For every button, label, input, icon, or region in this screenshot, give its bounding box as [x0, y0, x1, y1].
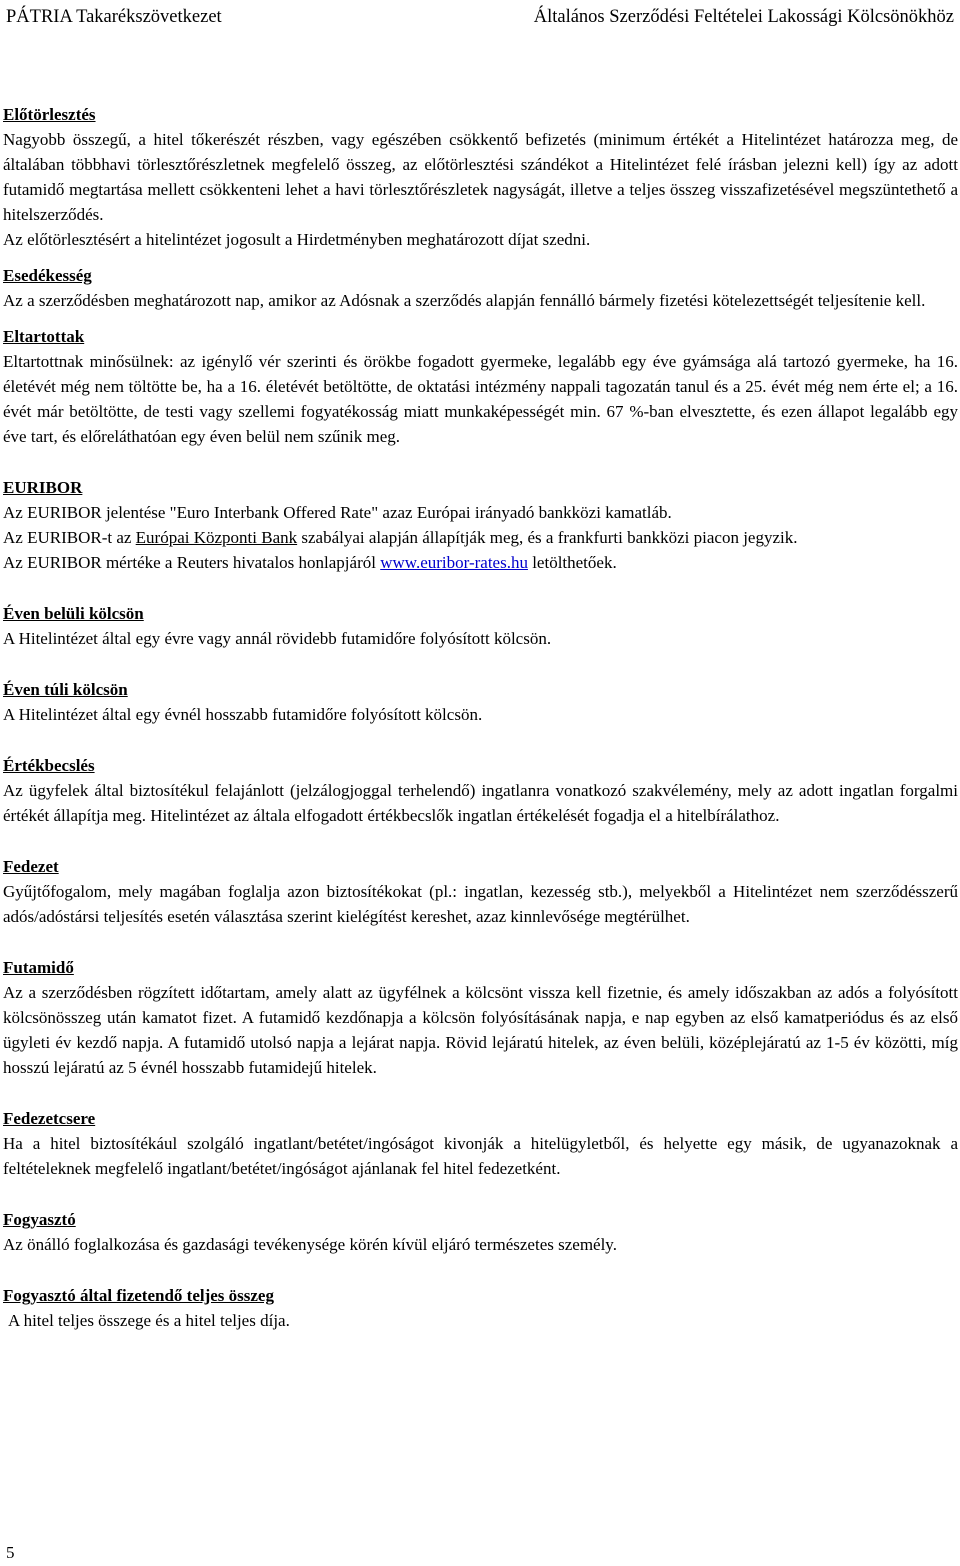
section-title: Eltartottak	[3, 327, 85, 346]
section-text: Az önálló foglalkozása és gazdasági tevékenysége körén kívül eljáró természetes személy.	[3, 1235, 617, 1254]
section-title: Éven belüli kölcsön	[3, 604, 144, 623]
section-text: A hitel teljes összege és a hitel teljes díja.	[8, 1311, 290, 1330]
document-body	[3, 102, 958, 1333]
euribor-rates-link[interactable]: www.euribor-rates.hu	[380, 553, 528, 572]
section-fogyaszto	[3, 1207, 958, 1257]
section-text-reuters	[3, 550, 958, 575]
section-text: A Hitelintézet által egy évnél hosszabb futamidőre folyósított kölcsön.	[3, 705, 483, 724]
section-text: Az a szerződésben rögzített időtartam, amely alatt az ügyfélnek a kölcsönt vissza kell fizetnie, és amely időszakban az adós a folyósított kölcsönösszeg után kamatot fizet. A futamidő kezdőnapja a kölcsön folyósításának napja, e nap egyben az első kamatperiódus és az első ügyleti év kezdő napja. A futamidő utolsó napja a lejárat napja. Rövid lejáratú hitelek, az éven belüli, középlejáratú az 1-5 év közötti, míg hosszú lejáratú az 5 évnél hosszabb futamidejű hitelek.	[3, 983, 958, 1077]
section-even-tuli	[3, 677, 958, 727]
text-fragment: szabályai alapján állapítják meg, és a frankfurti bankközi piacon jegyzik.	[297, 528, 798, 547]
section-even-beluli	[3, 601, 958, 651]
header-institution: PÁTRIA Takarékszövetkezet	[6, 7, 222, 27]
section-text: Eltartottnak minősülnek: az igénylő vér szerinti és örökbe fogadott gyermeke, legalább egy éve gyámsága alá tartozó gyermeke, ha 16. életévét még nem töltötte be, ha a 16. életévét betöltötte, de oktatási intézmény nappali tagozatán tanul és a 25. évét még nem érte el; a 16. évét már betöltötte, de testi vagy szellemi fogyatékosság miatt munkaképességét min. 67 %-ban elvesztette, és ezen állapot legalább egy éve tart, és előreláthatóan egy éven belül nem szűnik meg.	[3, 352, 958, 446]
section-text: Az a szerződésben meghatározott nap, amikor az Adósnak a szerződés alapján fennálló bármely fizetési kötelezettségét teljesítenie kell.	[3, 291, 926, 310]
section-fedezet	[3, 854, 958, 929]
ecb-link[interactable]: Európai Központi Bank	[135, 528, 298, 547]
section-elotorlesztes	[3, 102, 958, 252]
section-text: A Hitelintézet által egy évre vagy annál rövidebb futamidőre folyósított kölcsön.	[3, 629, 552, 648]
text-fragment: letölthetőek.	[527, 553, 617, 572]
section-title: Fedezetcsere	[3, 1109, 96, 1128]
section-title: Futamidő	[3, 958, 74, 977]
section-title: EURIBOR	[3, 478, 83, 497]
section-fogyaszto-altal-fizetendo	[3, 1283, 958, 1333]
section-fedezetcsere	[3, 1106, 958, 1181]
section-title: Esedékesség	[3, 266, 92, 285]
header-document-title: Általános Szerződési Feltételei Lakossági Kölcsönökhöz	[533, 7, 954, 27]
section-eltartottak	[3, 324, 958, 449]
section-futamido	[3, 955, 958, 1080]
section-title: Éven túli kölcsön	[3, 680, 128, 699]
text-fragment: Az EURIBOR mértéke a Reuters hivatalos honlapjáról	[3, 553, 381, 572]
section-text: Az ügyfelek által biztosítékul felajánlott (jelzálogjoggal terhelendő) ingatlanra vonatkozó szakvélemény, mely az adott ingatlan forgalmi értékét állapítja meg. Hitelintézet az általa elfogadott értékbecslők ingatlan értékelését fogadja el a hitelbírálathoz.	[3, 781, 958, 825]
section-euribor	[3, 475, 958, 575]
section-text: Az EURIBOR jelentése "Euro Interbank Offered Rate" azaz Európai irányadó bankközi kamatláb.	[3, 503, 672, 522]
section-ertekbecsles	[3, 753, 958, 828]
page-number: 5	[6, 1543, 15, 1562]
text-fragment: Az EURIBOR-t az	[3, 528, 136, 547]
section-title: Fogyasztó	[3, 1210, 76, 1229]
section-esedekesseg	[3, 263, 958, 313]
section-text: Gyűjtőfogalom, mely magában foglalja azon biztosítékokat (pl.: ingatlan, kezesség stb.), melyekből a Hitelintézet nem szerződésszerű adós/adóstársi teljesítés esetén választása szerint kielégítést kereshet, azaz kinnlevősége megtérülhet.	[3, 882, 958, 926]
section-title: Előtörlesztés	[3, 105, 96, 124]
section-title: Fogyasztó által fizetendő teljes összeg	[3, 1286, 274, 1305]
section-title: Fedezet	[3, 857, 59, 876]
section-text: Nagyobb összegű, a hitel tőkerészét részben, vagy egészében csökkentő befizetés (minimum értékét a Hitelintézet határozza meg, de általában többhavi törlesztőrészletnek megfelelő összeg, az előtörlesztési szándékot a Hitelintézet felé írásban jelezni kell) így az adott futamidő megtartása mellett csökkenteni lehet a havi törlesztőrészletek nagyságát, illetve a teljes összeg visszafizetésével megszüntethető a hitelszerződés.	[3, 130, 958, 224]
section-text-secondary: Az előtörlesztésért a hitelintézet jogosult a Hirdetményben meghatározott díjat szedni.	[3, 230, 591, 249]
page-header	[6, 6, 954, 32]
section-text: Ha a hitel biztosítékául szolgáló ingatlant/betétet/ingóságot kivonják a hitelügyletből, és helyette egy másik, de ugyanazoknak a feltételeknek megfelelő ingatlant/betétet/ingóságot ajánlanak fel hitel fedezetként.	[3, 1134, 958, 1178]
section-title: Értékbecslés	[3, 756, 95, 775]
section-text-ecb	[3, 525, 958, 550]
